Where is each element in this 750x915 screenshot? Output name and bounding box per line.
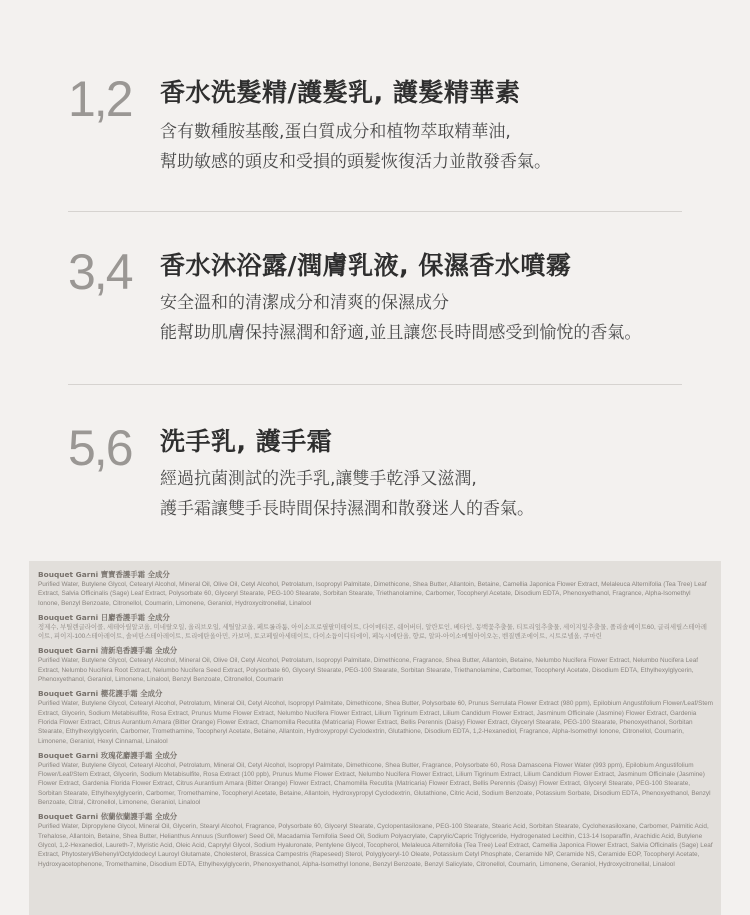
ingredient-block <box>38 689 713 745</box>
section-number: 5,6 <box>68 420 132 476</box>
ingredient-list: Purified Water, Dipropylene Glycol, Mineral Oil, Glycerin, Stearyl Alcohol, Fragrance, Polysorbate 60, Glyceryl Stearate, Cyclopentasiloxane, PEG-100 Stearate, Stearic Acid, Sorbitan Stearate, Cyclohexasiloxane, Carbomer, Palmitic Acid, Trehalose, Allantoin, Betaine, Shea Butter, Helianthus Annuus (Sunflower) Seed Oil, Macadamia Ternifolia Seed Oil, Sodium Polyacrylate, Caprylic/Capric Triglyceride, Hydrogenated Lecithin, C13-14 Isoparaffin, Arachidic Acid, Butylene Glycol, 1,2-Hexanediol, Laureth-7, Myristic Acid, Oleic Acid, Caprylyl Glycol, Sodium Hyaluronate, Pentylene Glycol, Tocopherol, Melaleuca Alternifolia (Tea Tree) Leaf Extract, Camellia Japonica Flower Extract, Salvia Officinalis (Sage) Leaf Extract, Phytosteryl/Behenyl/Octyldodecyl Lauroyl Glutamate, Cholesterol, Brassica Campestris (Rapeseed) Sterol, Polyglyceryl-10 Oleate, Potassium Cetyl Phosphate, Ceramide NP, Ceramide NS, Ceramide EOP, Tocopheryl Acetate, Hydroxyacetophenone, Tromethamine, Disodium EDTA, Ethylhexylglycerin, Phenoxyethanol, Alpha-Isomethyl Ionone, Benzyl Benzoate, Benzyl Salicylate, Citronellol, Coumarin, Limonene, Geraniol, Hydroxycitronellal, Linalool <box>38 823 713 868</box>
ingredient-list: Purified Water, Butylene Glycol, Cetearyl Alcohol, Mineral Oil, Olive Oil, Cetyl Alcohol, Petrolatum, Isopropyl Palmitate, Dimethicone, Shea Butter, Allantoin, Betaine, Camellia Japonica Flower Extract, Melaleuca Alternifolia (Tea Tree) Leaf Extract, Salvia Officinalis (Sage) Leaf Extract, Polysorbate 60, Glyceryl Stearate, PEG-100 Stearate, Sorbitan Stearate, Triethanolamine, Carbomer, Tocopheryl Acetate, Disodium EDTA, Phenoxyethanol, Fragrance, Alpha-Isomethyl Ionone, Benzyl Benzoate, Citronellol, Coumarin, Limonene, Geraniol, Hydroxycitronellal, Linalool <box>38 581 707 607</box>
ingredient-list: Purified Water, Butylene Glycol, Cetearyl Alcohol, Petrolatum, Mineral Oil, Cetyl Alcohol, Isopropyl Palmitate, Dimethicone, Shea Butter, Fragrance, Polysorbate 60, Rosa Damascena Flower Water (993 ppm), Epilobium Angustifolium Flower/Leaf/Stem Extract, Glycerin, Sodium Metabisulfite, Rosa Extract (100 ppb), Prunus Mume Flower Extract, Nelumbo Nucifera Flower Extract, Lilium Tigrinum Extract, Lilium Candidum Flower Extract, Jasminum Officinale (Jasmine) Flower Extract, Gardenia Florida Flower Extract, Citrus Aurantium Amara (Bitter Orange) Flower Extract, Chamomilla Recutita (Matricaria) Flower Extract, Bellis Perennis (Daisy) Flower Extract, Glyceryl Stearate, PEG-100 Stearate, Sorbitan Stearate, Ethylhexylglycerin, Carbomer, Tromethamine, Tocopheryl Acetate, Betaine, Allantoin, Hydroxypropyl Cyclodextrin, Glutathione, Citric Acid, Sodium Benzoate, Potassium Sorbate, Disodium EDTA, Phenoxyethanol, Benzyl Benzoate, Citral, Citronellol, Limonene, Geraniol, Linalool <box>38 761 711 807</box>
ingredient-title: Bouquet Garni 清新皂香護手霜 全成分 <box>38 646 178 656</box>
section-description-line: 經過抗菌測試的洗手乳,讓雙手乾淨又滋潤, <box>160 469 477 489</box>
ingredient-title: Bouquet Garni 日麝香護手霜 全成分 <box>38 612 170 622</box>
section-title: 香水洗髮精/護髮乳, 護髮精華素 <box>160 78 521 107</box>
divider <box>68 211 682 212</box>
section-number: 1,2 <box>68 71 132 127</box>
ingredient-block <box>38 646 713 684</box>
section-description-line: 含有數種胺基酸,蛋白質成分和植物萃取精華油, <box>160 122 511 142</box>
section-description-line: 幫助敏感的頭皮和受損的頭髮恢復活力並散發香氣。 <box>160 152 551 172</box>
ingredient-block <box>38 751 713 807</box>
ingredient-list: Purified Water, Butylene Glycol, Cetearyl Alcohol, Mineral Oil, Olive Oil, Cetyl Alcohol, Petrolatum, Isopropyl Palmitate, Dimethicone, Fragrance, Shea Butter, Allantoin, Betaine, Nelumbo Nucifera Flower Extract, Nelumbo Nucifera Leaf Extract, Nelumbo Nucifera Root Extract, Nelumbo Nucifera Seed Extract, Polysorbate 60, Glyceryl Stearate, PEG-100 Stearate, Sorbitan Stearate, Triethanolamine, Carbomer, Tocopheryl Acetate, Disodium EDTA, Ethylhexylglycerin, Phenoxyethanol, Geraniol, Limonene, Linalool, Benzyl Benzoate, Citronellol, Coumarin <box>38 657 699 684</box>
ingredient-title: Bouquet Garni 寶寶香護手霜 全成分 <box>38 570 170 579</box>
ingredients-panel <box>29 561 721 915</box>
section-title: 洗手乳, 護手霜 <box>160 427 333 456</box>
section-title: 香水沐浴露/潤膚乳液, 保濕香水噴霧 <box>160 251 572 280</box>
divider <box>68 384 682 385</box>
section-description-line: 安全溫和的清潔成分和清爽的保濕成分 <box>160 293 449 313</box>
ingredient-list: 정제수, 부틸렌글라이콜, 세테아릴알코올, 미네랄오일, 올리브오일, 세틸알코올, 페트롤라툼, 아이소프로필팔미테이트, 다이메티콘, 쉐어버터, 알란토인, 베타인, 동백꽃추출물, 티트리잎추출물, 세이지잎추출물, 폴리솔베이트60, 글리세릴스테아레이트, 피이지-100스테아레이트, 솔비탄스테아레이트, 트리에탄올아민, 카보머, 토코페릴아세테이트, 다이소듐이디티에이, 페녹시에탄올, 향료, 알파-아이소메틸아이오논, 벤질벤조에이트, 시트로넬올, 쿠마린 <box>38 623 707 641</box>
ingredient-title: Bouquet Garni 櫻花護手霜 全成分 <box>38 689 163 699</box>
ingredient-block <box>38 613 713 642</box>
section-description-line: 能幫助肌膚保持濕潤和舒適,並且讓您長時間感受到愉悅的香氣。 <box>160 323 642 343</box>
ingredient-block <box>38 570 713 608</box>
ingredient-block <box>38 812 713 868</box>
section-number: 3,4 <box>68 244 132 300</box>
ingredient-title: Bouquet Garni 玫瑰花麝護手霜 全成分 <box>38 750 178 760</box>
ingredient-title: Bouquet Garni 依蘭依蘭護手霜 全成分 <box>38 812 178 822</box>
section-description-line: 護手霜讓雙手長時間保持濕潤和散發迷人的香氣。 <box>160 499 534 519</box>
ingredient-list: Purified Water, Butylene Glycol, Cetearyl Alcohol, Petrolatum, Mineral Oil, Cetyl Alcohol, Isopropyl Palmitate, Dimethicone, Shea Butter, Polysorbate 60, Prunus Serrulata Flower Extract (980 ppm), Epilobium Angustifolium Flower/Leaf/Stem Extract, Glycerin, Sodium Metabisulfite, Rosa Extract, Prunus Mume Flower Extract, Nelumbo Nucifera Flower Extract, Lilium Tigrinum Extract, Lilium Candidum Flower Extract, Jasminum Officinale (Jasmine) Flower Extract, Gardenia Florida Flower Extract, Citrus Aurantium Amara (Bitter Orange) Flower Extract, Chamomilla Recutita (Matricaria) Flower Extract, Bellis Perennis (Daisy) Flower Extract, Glyceryl Stearate, PEG-100 Stearate, Phenoxyethanol, Sorbitan Stearate, Ethylhexylglycerin, Carbomer, Tromethamine, Tocopheryl Acetate, Betaine, Allantoin, Hydroxypropyl Cyclodextrin, Glutathione, Disodium EDTA, 1,2-Hexanediol, Fragrance, Alpha-Isomethyl Ionone, Citronellol, Coumarin, Limonene, Geraniol, Hexyl Cinnamal, Linalool <box>38 700 713 745</box>
